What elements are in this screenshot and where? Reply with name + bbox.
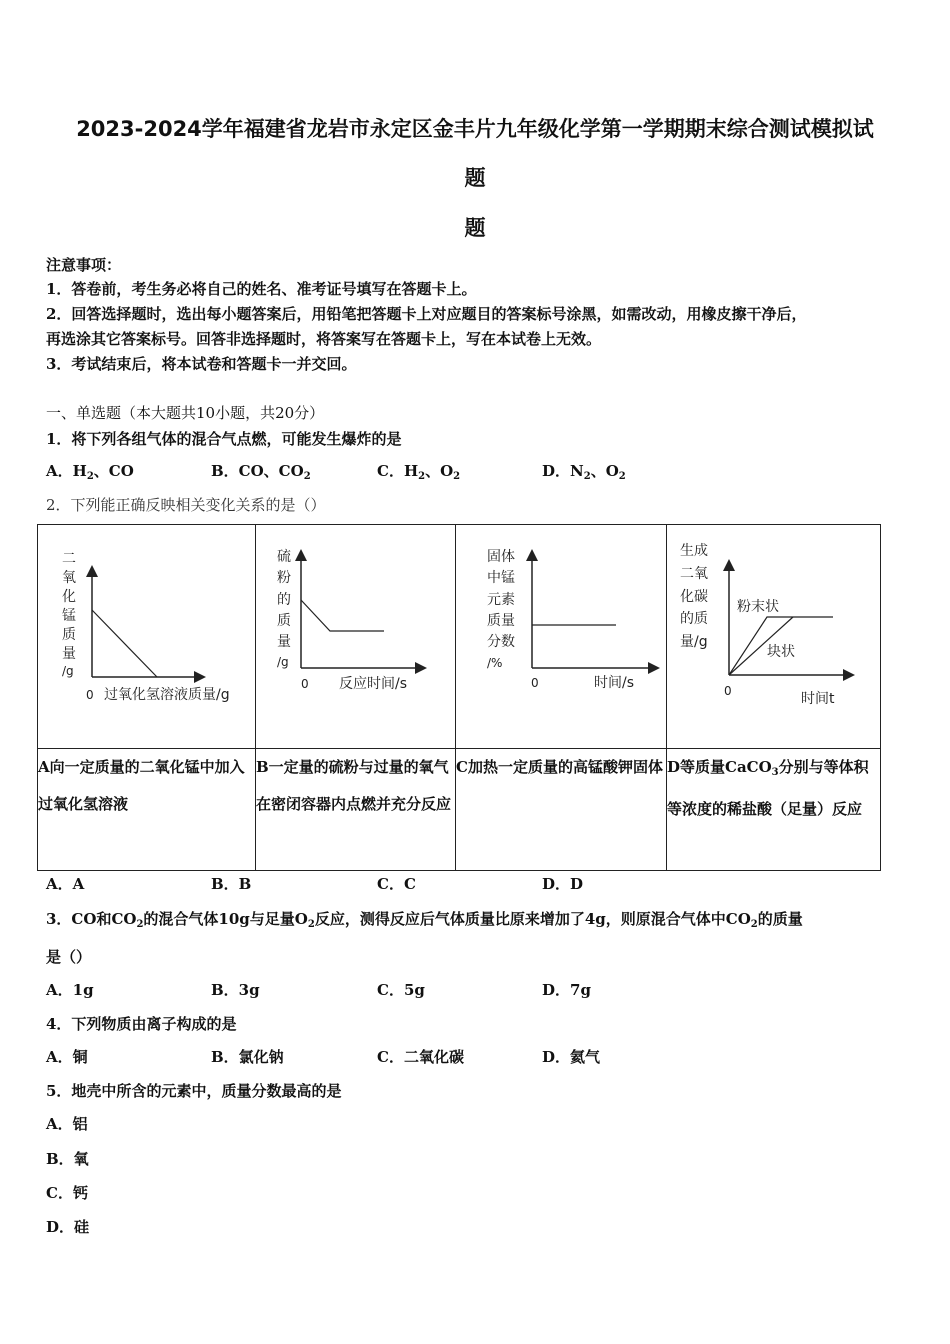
page-title-line2: 题	[464, 166, 486, 190]
graph-a-ylabel-char: 锰	[62, 608, 76, 624]
q2-option-a: A．A	[46, 875, 85, 893]
graph-c-ylabel-line: 中锰	[487, 570, 515, 586]
graph-d-xlabel: 时间t	[801, 691, 835, 707]
q2-graph-table	[37, 524, 881, 871]
graph-d-origin: 0	[724, 684, 732, 698]
q1-option-b: B．CO、$CO_2$	[211, 462, 311, 482]
graph-d-ylabel	[680, 542, 708, 650]
graph-a-curve	[92, 610, 157, 677]
graph-b-ylabel-char: 质	[277, 613, 291, 629]
graph-b-cell	[256, 525, 456, 749]
graph-a-ylabel-char: 化	[62, 589, 76, 605]
graph-b-ylabel-char: 量	[277, 634, 291, 650]
q2-desc-c: C加热一定质量的高锰酸钾固体	[456, 749, 667, 871]
graph-b-ylabel-unit: /g	[277, 655, 289, 669]
graph-a	[38, 525, 254, 744]
q2-stem: 2．下列能正确反映相关变化关系的是（）	[46, 496, 326, 514]
graph-d-label-block: 块状	[767, 644, 795, 660]
graph-d-label-powder: 粉末状	[737, 599, 779, 615]
q2-desc-a: A向一定质量的二氧化锰中加入过氧化氢溶液	[38, 749, 256, 871]
page-title: 2023-2024学年福建省龙岩市永定区金丰片九年级化学第一学期期末综合测试模拟试	[76, 117, 874, 141]
notice-heading: 注意事项：	[46, 256, 122, 274]
graph-a-ylabel-unit: /g	[62, 664, 74, 678]
q1-option-a: A．$H_2$、CO	[46, 462, 134, 482]
q4-stem: 4．下列物质由离子构成的是	[46, 1015, 237, 1033]
graph-c-ylabel-line: 元素	[487, 592, 515, 608]
graph-d-ylabel-line: 二氧	[680, 566, 708, 582]
graph-c-ylabel-line: 质量	[487, 613, 515, 629]
graph-b-ylabel-char: 的	[277, 592, 291, 608]
graph-a-xlabel: 过氧化氢溶液质量/g	[104, 687, 230, 703]
graph-b-xlabel: 反应时间/s	[339, 676, 408, 692]
notice-item-2b: 再选涂其它答案标号。回答非选择题时，将答案写在答题卡上，写在本试卷上无效。	[46, 330, 602, 348]
q5-option-c: C．钙	[46, 1184, 88, 1202]
q3-stem-line2: 是（）	[46, 948, 92, 966]
graph-a-ylabel-char: 氧	[62, 570, 76, 586]
graph-c	[456, 525, 665, 744]
q1-option-d: D．$N_2$、$O_2$	[542, 462, 626, 482]
graph-b-curve	[301, 600, 384, 631]
graph-a-cell	[38, 525, 256, 749]
q3-stem-line1: 3．CO和$CO_2$的混合气体10g与足量$O_2$反应，测得反应后气体质量比原来增加了4g，则原混合气体中$CO_2$的质量	[46, 910, 803, 930]
q3-option-a: A．1g	[46, 981, 94, 999]
graph-b	[256, 525, 454, 744]
graph-a-ylabel-char: 质	[62, 627, 76, 643]
q3-option-d: D．7g	[542, 981, 591, 999]
graph-c-xlabel: 时间/s	[594, 675, 635, 691]
notice-item-3: 3．考试结束后，将本试卷和答题卡一并交回。	[46, 355, 357, 373]
section-heading: 一、单选题（本大题共10小题，共20分）	[46, 404, 325, 422]
q5-option-a: A．铝	[46, 1115, 88, 1133]
graph-c-ylabel-unit: /%	[487, 656, 503, 670]
graph-c-origin: 0	[531, 676, 539, 690]
graph-b-ylabel-char: 粉	[277, 570, 291, 586]
graph-a-origin: 0	[86, 688, 94, 702]
q4-option-a: A．铜	[46, 1048, 88, 1066]
graph-d-ylabel-line: 生成	[680, 543, 708, 559]
graph-b-ylabel-char: 硫	[277, 549, 291, 565]
q2-option-b: B．B	[211, 875, 252, 893]
graph-c-cell	[456, 525, 667, 749]
q4-option-d: D．氦气	[542, 1048, 601, 1066]
q1-option-c: C．$H_2$、$O_2$	[377, 462, 461, 482]
graph-a-ylabel-char: 量	[62, 646, 76, 662]
graph-d-cell	[667, 525, 881, 749]
q2-desc-b: B一定量的硫粉与过量的氧气在密闭容器内点燃并充分反应	[256, 749, 456, 871]
q4-option-b: B．氯化钠	[211, 1048, 284, 1066]
graph-d-ylabel-line: 的质	[680, 611, 708, 627]
q1-stem: 1．将下列各组气体的混合气点燃，可能发生爆炸的是	[46, 430, 402, 448]
page-title-line3: 题	[464, 216, 486, 240]
q5-stem: 5．地壳中所含的元素中，质量分数最高的是	[46, 1082, 342, 1100]
q2-option-d: D．D	[542, 875, 584, 893]
graph-b-ylabel	[277, 549, 291, 669]
graph-b-origin: 0	[301, 677, 309, 691]
notice-item-1: 1．答卷前，考生务必将自己的姓名、准考证号填写在答题卡上。	[46, 280, 477, 298]
graph-a-ylabel-char: 二	[62, 551, 76, 567]
q2-option-c: C．C	[377, 875, 416, 893]
q5-option-b: B．氧	[46, 1150, 89, 1168]
graph-c-ylabel-line: 分数	[487, 634, 515, 650]
graph-d-ylabel-line: 量/g	[680, 634, 708, 650]
q2-desc-d: D等质量CaCO$_3$分别与等体积等浓度的稀盐酸（足量）反应	[667, 749, 881, 871]
graph-c-ylabel	[487, 548, 515, 670]
graph-c-ylabel-line: 固体	[487, 549, 515, 565]
notice-item-2a: 2．回答选择题时，选出每小题答案后，用铅笔把答题卡上对应题目的答案标号涂黑，如需改动，用橡皮擦干净后，	[46, 305, 807, 323]
q4-option-c: C．二氧化碳	[377, 1048, 464, 1066]
graph-a-ylabel	[62, 551, 76, 678]
q3-option-b: B．3g	[211, 981, 260, 999]
q3-option-c: C．5g	[377, 981, 425, 999]
graph-d	[667, 525, 879, 744]
graph-d-ylabel-line: 化碳	[680, 589, 708, 605]
q5-option-d: D．硅	[46, 1218, 90, 1236]
